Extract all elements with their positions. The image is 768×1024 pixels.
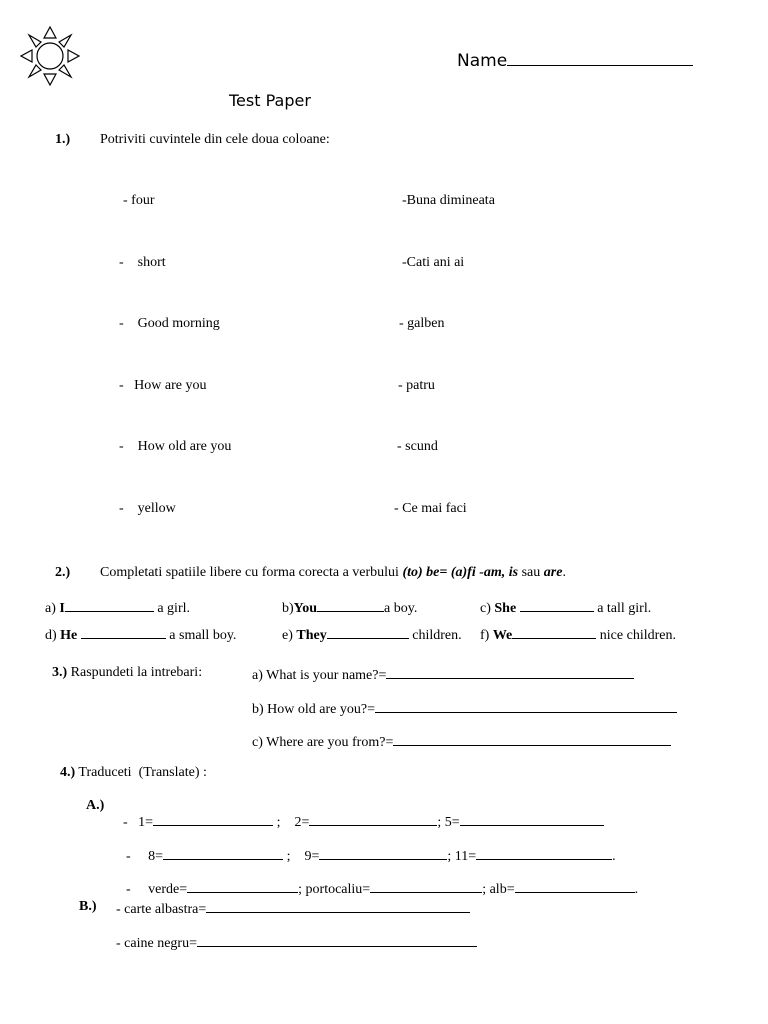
ex2-item bbox=[45, 626, 236, 643]
item-prefix: b) bbox=[282, 601, 294, 616]
row-text: ; 2= bbox=[273, 815, 310, 830]
ex2-connector: sau bbox=[521, 565, 541, 580]
answer-blank[interactable] bbox=[163, 847, 283, 860]
ex1-left-item: - How old are you bbox=[119, 439, 232, 454]
item-subject: She bbox=[494, 601, 517, 616]
ex3-question bbox=[252, 666, 634, 683]
row-text: - carte albastra= bbox=[116, 902, 207, 917]
answer-blank[interactable] bbox=[375, 700, 677, 713]
ex3-number: 3.) bbox=[52, 665, 68, 680]
row-text: ; alb= bbox=[482, 882, 515, 897]
row-text: - 1= bbox=[123, 815, 154, 830]
sun-icon bbox=[18, 24, 82, 88]
ex4-row bbox=[119, 866, 638, 897]
item-subject: He bbox=[60, 628, 78, 643]
item-prefix: e) bbox=[282, 628, 297, 643]
answer-blank[interactable] bbox=[393, 733, 671, 746]
answer-blank[interactable] bbox=[81, 626, 166, 639]
ex4-b-item bbox=[116, 934, 477, 951]
answer-blank[interactable] bbox=[65, 599, 154, 612]
ex1-number: 1.) bbox=[55, 132, 71, 147]
ex3-instruction: Raspundeti la intrebari: bbox=[70, 665, 203, 680]
item-prefix: d) bbox=[45, 628, 61, 643]
item-subject: We bbox=[492, 628, 513, 643]
ex4-part-a-label: A.) bbox=[86, 798, 105, 813]
answer-blank[interactable] bbox=[153, 813, 273, 826]
ex2-item bbox=[45, 599, 190, 616]
ex1-right-item: -Buna dimineata bbox=[402, 193, 495, 208]
ex1-left-item: - How are you bbox=[119, 378, 207, 393]
answer-blank[interactable] bbox=[460, 813, 604, 826]
row-text: . bbox=[612, 849, 616, 864]
ex1-instruction: Potriviti cuvintele din cele doua coloane: bbox=[100, 132, 330, 147]
ex1-left-item: - four bbox=[123, 193, 155, 208]
ex1-left-item: - short bbox=[119, 255, 166, 270]
row-text: ; 9= bbox=[283, 849, 320, 864]
item-rest: a girl. bbox=[153, 601, 190, 616]
answer-blank[interactable] bbox=[327, 626, 409, 639]
item-prefix: a) bbox=[45, 601, 60, 616]
answer-blank[interactable] bbox=[386, 666, 634, 679]
name-blank[interactable] bbox=[507, 51, 693, 66]
name-field[interactable] bbox=[457, 51, 693, 70]
ex2-verb-alt: are bbox=[543, 565, 563, 580]
item-rest: a tall girl. bbox=[593, 601, 652, 616]
answer-blank[interactable] bbox=[317, 599, 384, 612]
row-text: - verde= bbox=[126, 882, 188, 897]
ex4-instruction: Traduceti (Translate) : bbox=[78, 765, 207, 780]
row-text: . bbox=[634, 882, 639, 897]
answer-blank[interactable] bbox=[520, 599, 594, 612]
ex4-row bbox=[116, 799, 604, 830]
ex4-row bbox=[119, 833, 616, 864]
item-prefix: c) bbox=[480, 601, 495, 616]
answer-blank[interactable] bbox=[515, 880, 635, 893]
item-subject: I bbox=[59, 601, 65, 616]
ex1-right-item: - scund bbox=[397, 439, 438, 454]
item-subject: You bbox=[293, 601, 318, 616]
ex2-item bbox=[282, 626, 462, 643]
ex4-heading bbox=[60, 766, 207, 780]
item-prefix: f) bbox=[480, 628, 493, 643]
answer-blank[interactable] bbox=[206, 900, 470, 913]
ex4-part-b-label: B.) bbox=[79, 899, 97, 914]
item-rest: children. bbox=[408, 628, 462, 643]
ex1-right-item: - patru bbox=[398, 378, 435, 393]
answer-blank[interactable] bbox=[512, 626, 596, 639]
item-rest: nice children. bbox=[596, 628, 676, 643]
ex2-item bbox=[480, 626, 676, 643]
ex2-number: 2.) bbox=[55, 565, 71, 580]
ex2-instruction bbox=[100, 566, 566, 580]
answer-blank[interactable] bbox=[309, 813, 437, 826]
ex1-left-item: - Good morning bbox=[119, 316, 220, 331]
item-subject: They bbox=[296, 628, 327, 643]
row-text: - caine negru= bbox=[116, 936, 197, 951]
row-text: ; 5= bbox=[437, 815, 460, 830]
ex3-heading bbox=[52, 666, 202, 680]
ex1-right-item: -Cati ani ai bbox=[402, 255, 465, 270]
question-text: c) Where are you from?= bbox=[252, 735, 394, 750]
answer-blank[interactable] bbox=[197, 934, 477, 947]
ex3-question bbox=[252, 733, 671, 750]
ex2-instruction-text: Completati spatiile libere cu forma corecta a verbului bbox=[100, 565, 399, 580]
answer-blank[interactable] bbox=[187, 880, 298, 893]
question-text: a) What is your name?= bbox=[252, 668, 387, 683]
ex4-b-item bbox=[116, 900, 470, 917]
ex2-end: . bbox=[562, 565, 566, 580]
item-rest: a small boy. bbox=[165, 628, 237, 643]
item-rest: a boy. bbox=[384, 601, 418, 616]
row-text: ; portocaliu= bbox=[298, 882, 371, 897]
ex2-verb: (to) be= (a)fi -am, is bbox=[402, 565, 519, 580]
page-title: Test Paper bbox=[229, 91, 311, 110]
question-text: b) How old are you?= bbox=[252, 702, 375, 717]
ex1-left-item: - yellow bbox=[119, 501, 176, 516]
ex3-question bbox=[252, 700, 677, 717]
answer-blank[interactable] bbox=[370, 880, 482, 893]
ex4-number: 4.) bbox=[60, 765, 76, 780]
answer-blank[interactable] bbox=[319, 847, 447, 860]
name-label: Name bbox=[457, 51, 508, 71]
ex2-item bbox=[282, 599, 417, 616]
ex2-item bbox=[480, 599, 651, 616]
row-text: - 8= bbox=[126, 849, 164, 864]
ex1-right-item: - galben bbox=[399, 316, 445, 331]
row-text: ; 11= bbox=[447, 849, 477, 864]
ex1-right-item: - Ce mai faci bbox=[394, 501, 467, 516]
answer-blank[interactable] bbox=[476, 847, 612, 860]
